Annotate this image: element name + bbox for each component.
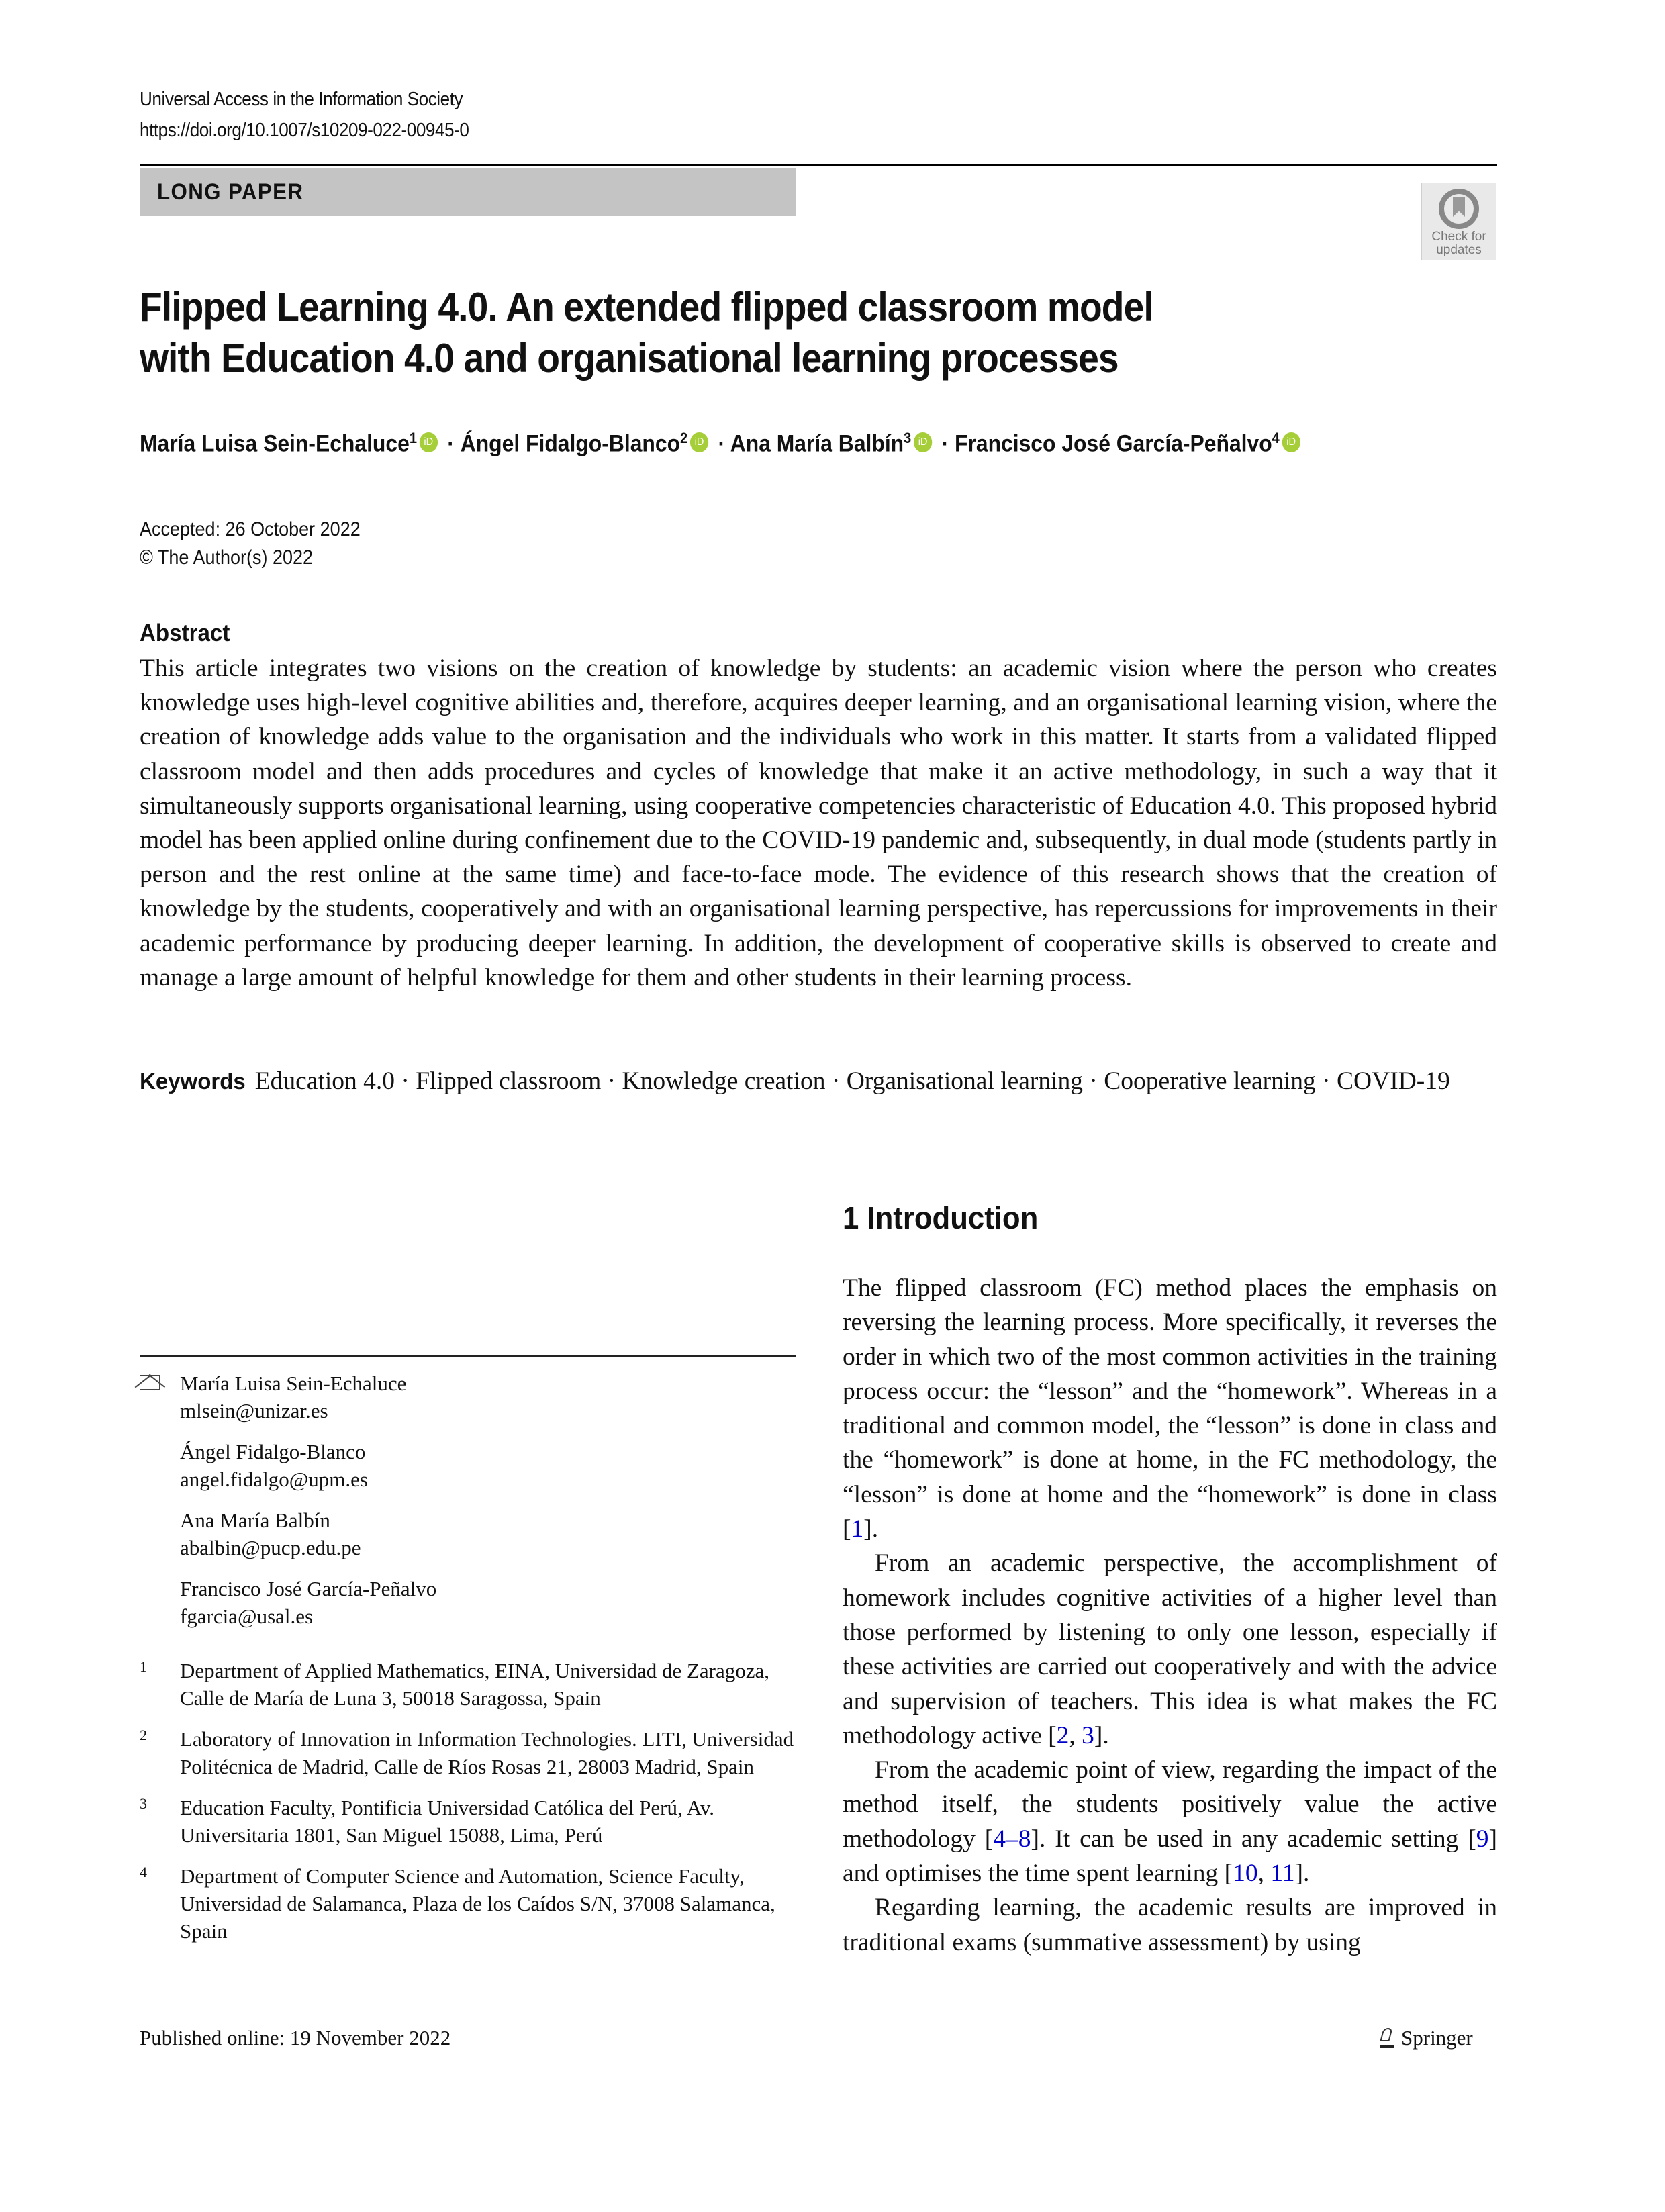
affiliation-number: 4 — [140, 1864, 147, 1880]
affiliation-text: Education Faculty, Pontificia Universidad Católica del Perú, Av. Universitaria 1801, San Miguel 15088, Lima, Perú — [180, 1796, 715, 1847]
publisher-logo — [1380, 2026, 1473, 2050]
intro-paragraph — [843, 1890, 1497, 1960]
envelope-icon — [140, 1375, 160, 1390]
text-run: ]. — [863, 1515, 879, 1543]
section-heading-introduction: 1 Introduction — [843, 1200, 1039, 1235]
article-type-label: LONG PAPER — [157, 179, 304, 205]
contact-email[interactable]: angel.fidalgo@upm.es — [180, 1468, 368, 1491]
contact-entry — [140, 1369, 796, 1425]
publisher-name: Springer — [1401, 2026, 1473, 2050]
text-run: ]. It can be used in any academic setting [ — [1031, 1825, 1476, 1853]
affiliation-entry — [140, 1657, 796, 1712]
contact-entry — [140, 1506, 796, 1561]
intro-paragraph — [843, 1753, 1497, 1890]
orcid-icon[interactable]: iD — [914, 432, 932, 452]
keywords — [140, 1064, 1497, 1098]
text-run: ] and optimises the time spent learning [ — [843, 1825, 1498, 1888]
author-separator: · — [941, 430, 949, 457]
orcid-icon[interactable]: iD — [420, 432, 438, 452]
contact-name: Ana María Balbín — [180, 1508, 330, 1532]
doi-link[interactable]: https://doi.org/10.1007/s10209-022-00945-0 — [140, 119, 469, 141]
accepted-date: Accepted: 26 October 2022 — [140, 518, 361, 540]
intro-paragraph — [843, 1271, 1497, 1546]
text-run: ]. — [1294, 1860, 1310, 1888]
badge-line2: updates — [1436, 243, 1482, 257]
footnote-rule — [140, 1355, 796, 1357]
keywords-label: Keywords — [140, 1069, 246, 1094]
author-list — [140, 430, 1304, 458]
affiliation-text: Laboratory of Innovation in Information Technologies. LITI, Universidad Politécnica de Madrid, Calle de Ríos Rosas 21, 28003 Madrid, Spain — [180, 1727, 794, 1778]
text-run: ]. — [1094, 1721, 1109, 1749]
contact-email[interactable]: fgarcia@usal.es — [180, 1604, 314, 1628]
citation-link[interactable]: 2 — [1056, 1721, 1069, 1749]
author-separator: · — [718, 430, 726, 457]
text-run: , — [1069, 1721, 1082, 1749]
citation-link[interactable]: 3 — [1082, 1721, 1094, 1749]
bookmark-icon — [1439, 189, 1479, 229]
publication-dates — [140, 516, 361, 572]
affiliation-number: 3 — [140, 1795, 147, 1812]
abstract-text: This article integrates two visions on the creation of knowledge by students: an academic vision where the person who creates knowledge uses high-level cognitive abilities and, therefore, acquires deeper learning, and an organisational learning vision, where the creation of knowledge adds value to the organisation and the individuals who work in this matter. It starts from a validated flipped classroom model and then adds procedures and cycles of knowledge that make it an active methodology, in such a way that it simultaneously supports organisational learning, using cooperative competencies characteristic of Education 4.0. This proposed hybrid model has been applied online during confinement due to the COVID-19 pandemic and, subsequently, in dual mode (students partly in person and the rest online at the same time) and face-to-face mode. The evidence of this research shows that the creation of knowledge by the students, cooperatively and with an organisational learning perspective, has repercussions for improvements in their academic performance by producing deeper learning. In addition, the development of cooperative skills is observed to create and manage a large amount of helpful knowledge for them and other students in their learning process. — [140, 655, 1497, 992]
text-run: The flipped classroom (FC) method places the emphasis on reversing the learning process. More specifically, it reverses the order in which two of the most common activities in the training process occur: the “lesson” and the “homework”. Whereas in a traditional and common model, the “lesson” is done in class and the “homework” is done at home, in the FC methodology, the “lesson” is done at home and the “homework” is done in class [ — [843, 1274, 1497, 1543]
affiliation-number: 2 — [140, 1727, 147, 1743]
text-run: Regarding learning, the academic results are improved in traditional exams (summative assessment) by using — [843, 1894, 1497, 1956]
badge-line1: Check for — [1431, 230, 1486, 244]
text-run: From the academic point of view, regarding the impact of the method itself, the students positively value the active methodology [ — [843, 1756, 1497, 1853]
article-type-banner — [140, 168, 796, 216]
paper-title — [140, 282, 1313, 384]
contact-entry — [140, 1575, 796, 1630]
affiliation-entry — [140, 1794, 796, 1849]
affil-marker: 1 — [409, 430, 417, 446]
author-separator: · — [447, 430, 455, 457]
text-run: , — [1257, 1860, 1271, 1888]
affil-marker: 3 — [904, 430, 912, 446]
affiliation-entry — [140, 1725, 796, 1780]
check-for-updates-badge[interactable] — [1421, 183, 1496, 260]
affil-marker: 2 — [680, 430, 688, 446]
journal-name: Universal Access in the Information Society — [140, 89, 463, 110]
citation-link[interactable]: 9 — [1476, 1825, 1489, 1853]
introduction-body — [843, 1271, 1497, 1960]
affiliation-text: Department of Applied Mathematics, EINA, Universidad de Zaragoza, Calle de María de Luna 3, 50018 Saragossa, Spain — [180, 1659, 770, 1710]
affiliation-number: 1 — [140, 1658, 147, 1675]
orcid-icon[interactable]: iD — [690, 432, 708, 452]
affiliation-text: Department of Computer Science and Automation, Science Faculty, Universidad de Salamanca, Plaza de los Caídos S/N, 37008 Salamanca, Spain — [180, 1864, 775, 1943]
contact-name: María Luisa Sein-Echaluce — [180, 1372, 407, 1395]
contact-name: Francisco José García-Peñalvo — [180, 1577, 437, 1600]
citation-link[interactable]: 11 — [1270, 1860, 1295, 1888]
citation-link[interactable]: 4–8 — [993, 1825, 1031, 1853]
abstract-heading: Abstract — [140, 619, 230, 646]
citation-link[interactable]: 10 — [1233, 1860, 1258, 1888]
title-line-2: with Education 4.0 and organisational learning processes — [140, 336, 1119, 381]
author-name[interactable]: María Luisa Sein-Echaluce — [140, 430, 410, 457]
intro-paragraph — [843, 1546, 1497, 1753]
contact-name: Ángel Fidalgo-Blanco — [180, 1440, 366, 1463]
author-name[interactable]: Ana María Balbín — [730, 430, 904, 457]
text-run: From an academic perspective, the accomplishment of homework includes cognitive activities of a higher level than those performed by listening to only one lesson, especially if these activities are carried out cooperatively and with the advice and supervision of teachers. This idea is what makes the FC methodology active [ — [843, 1549, 1497, 1749]
contact-email[interactable]: mlsein@unizar.es — [180, 1399, 328, 1423]
affiliations — [140, 1657, 796, 1958]
published-online-date: Published online: 19 November 2022 — [140, 2026, 451, 2050]
corresponding-contacts — [140, 1369, 796, 1643]
author-name[interactable]: Ángel Fidalgo-Blanco — [460, 430, 681, 457]
citation-link[interactable]: 1 — [851, 1515, 864, 1543]
affil-marker: 4 — [1272, 430, 1280, 446]
orcid-icon[interactable]: iD — [1282, 432, 1300, 452]
keywords-list: Education 4.0 · Flipped classroom · Knowledge creation · Organisational learning · Cooperative learning · COVID-19 — [254, 1067, 1450, 1095]
contact-email[interactable]: abalbin@pucp.edu.pe — [180, 1536, 361, 1559]
title-line-1: Flipped Learning 4.0. An extended flipped classroom model — [140, 285, 1153, 330]
contact-entry — [140, 1438, 796, 1493]
springer-horse-icon — [1380, 2028, 1394, 2048]
author-name[interactable]: Francisco José García-Peñalvo — [955, 430, 1272, 457]
copyright-notice: © The Author(s) 2022 — [140, 546, 314, 569]
header-rule — [140, 164, 1497, 166]
affiliation-entry — [140, 1862, 796, 1945]
